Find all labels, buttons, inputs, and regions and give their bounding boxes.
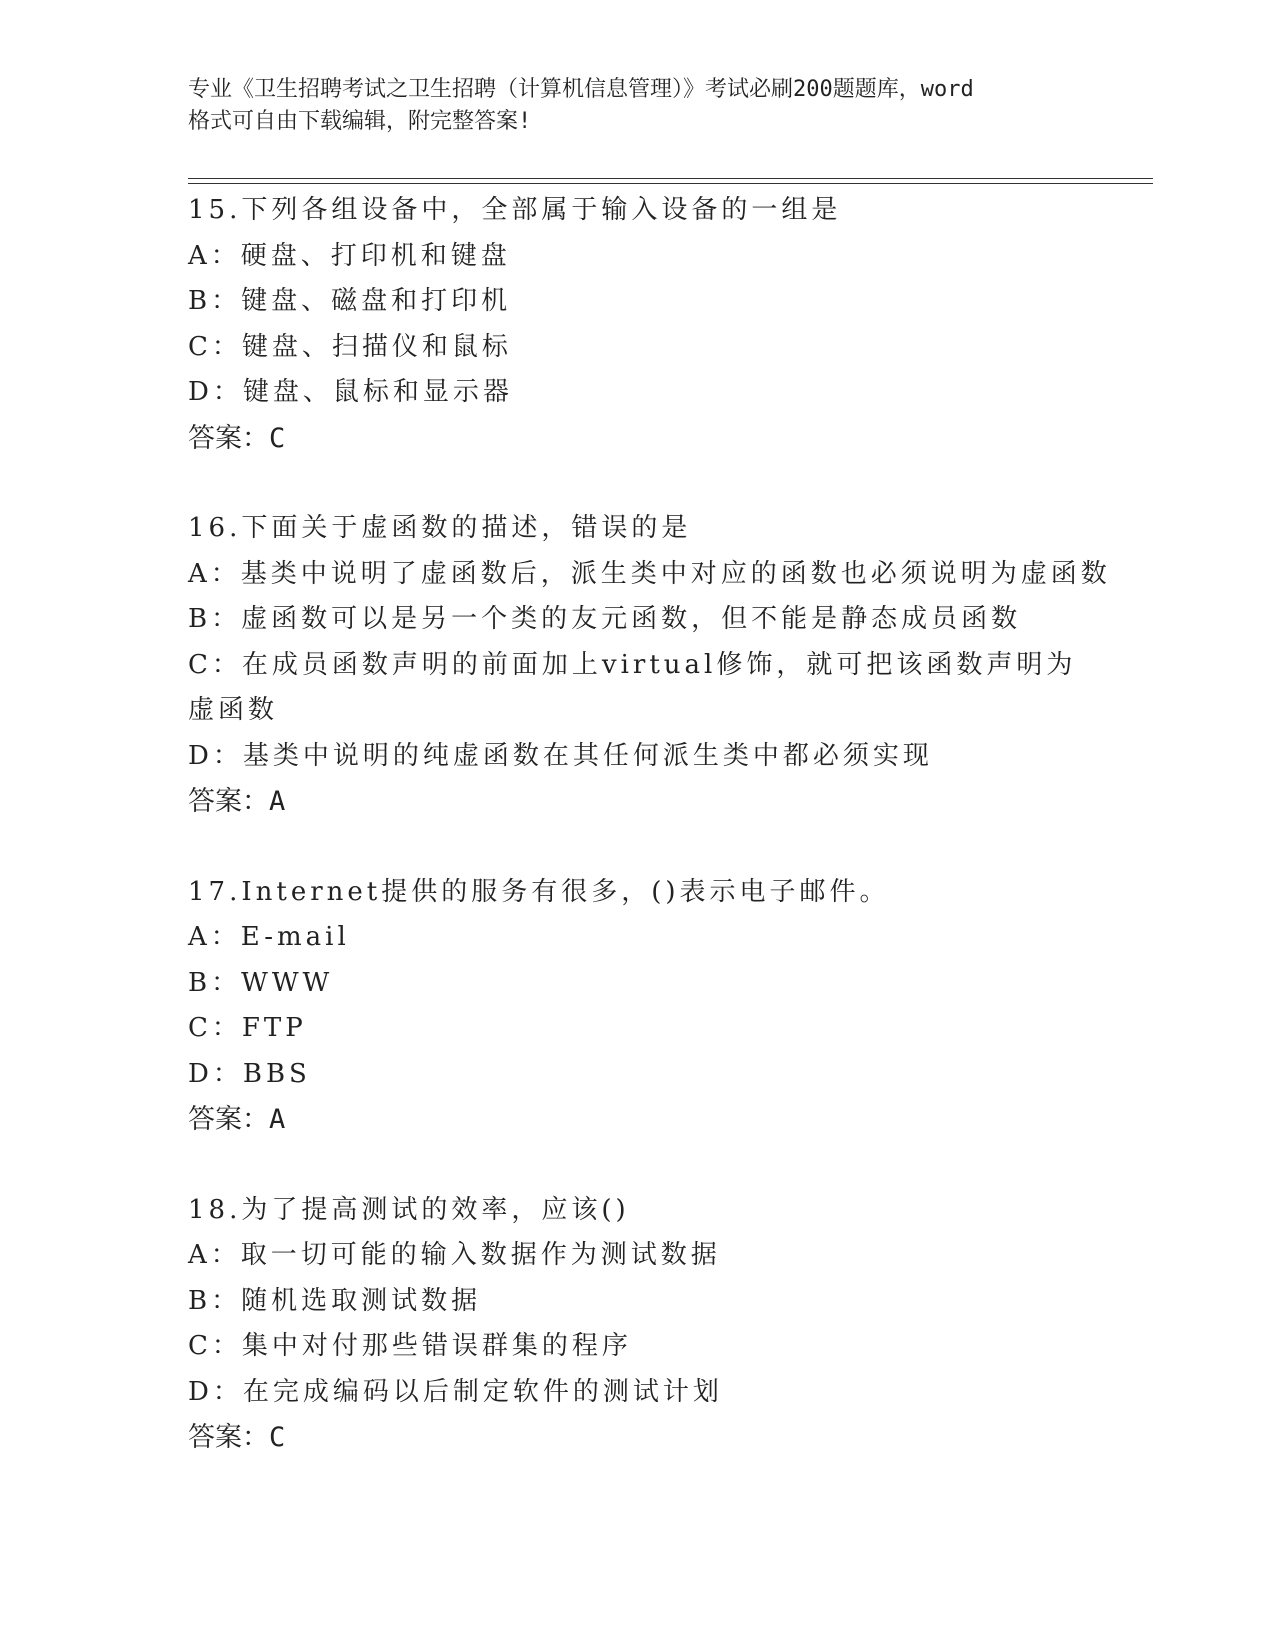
header-divider-top bbox=[188, 178, 1153, 179]
question-stem: 18.为了提高测试的效率，应该() bbox=[188, 1194, 630, 1225]
option-a: A：硬盘、打印机和键盘 bbox=[188, 240, 511, 271]
question-stem: 16.下面关于虚函数的描述，错误的是 bbox=[188, 513, 692, 543]
option-c: C：集中对付那些错误群集的程序 bbox=[188, 1331, 632, 1361]
option-d: D：BBS bbox=[188, 1058, 311, 1089]
header-line-2: 格式可自由下载编辑，附完整答案! bbox=[188, 109, 532, 134]
option-a: A：取一切可能的输入数据作为测试数据 bbox=[188, 1240, 721, 1270]
answer-line: 答案：A bbox=[188, 1104, 286, 1135]
option-d: D：基类中说明的纯虚函数在其任何派生类中都必须实现 bbox=[188, 740, 933, 771]
answer-line: 答案：A bbox=[188, 786, 286, 817]
option-d: D：在完成编码以后制定软件的测试计划 bbox=[188, 1376, 723, 1407]
question-list bbox=[188, 188, 1111, 1506]
header-divider-bottom bbox=[188, 183, 1153, 184]
question-stem: 17.Internet提供的服务有很多，()表示电子邮件。 bbox=[188, 876, 890, 907]
option-a: A：E-mail bbox=[188, 922, 350, 952]
option-b: B：WWW bbox=[188, 967, 334, 998]
option-b: B：虚函数可以是另一个类的友元函数，但不能是静态成员函数 bbox=[188, 604, 1022, 634]
option-c: C：键盘、扫描仪和鼠标 bbox=[188, 331, 512, 362]
answer-line: 答案：C bbox=[188, 1422, 286, 1453]
question-15 bbox=[188, 188, 1088, 461]
option-c: C：FTP bbox=[188, 1013, 307, 1043]
question-16 bbox=[188, 506, 1111, 825]
document-header bbox=[188, 74, 1088, 138]
option-b: B：随机选取测试数据 bbox=[188, 1285, 482, 1316]
answer-line: 答案：C bbox=[188, 422, 286, 454]
option-d: D：键盘、鼠标和显示器 bbox=[188, 377, 513, 407]
option-c: C：在成员函数声明的前面加上virtual修饰，就可把该函数声明为虚函数 bbox=[188, 649, 1077, 725]
question-17 bbox=[188, 870, 1088, 1143]
header-line-1: 专业《卫生招聘考试之卫生招聘（计算机信息管理）》考试必刷200题题库，word bbox=[188, 77, 974, 102]
option-b: B：键盘、磁盘和打印机 bbox=[188, 286, 512, 316]
question-stem: 15.下列各组设备中，全部属于输入设备的一组是 bbox=[188, 195, 842, 225]
option-a: A：基类中说明了虚函数后，派生类中对应的函数也必须说明为虚函数 bbox=[188, 558, 1111, 589]
question-18 bbox=[188, 1188, 1088, 1461]
